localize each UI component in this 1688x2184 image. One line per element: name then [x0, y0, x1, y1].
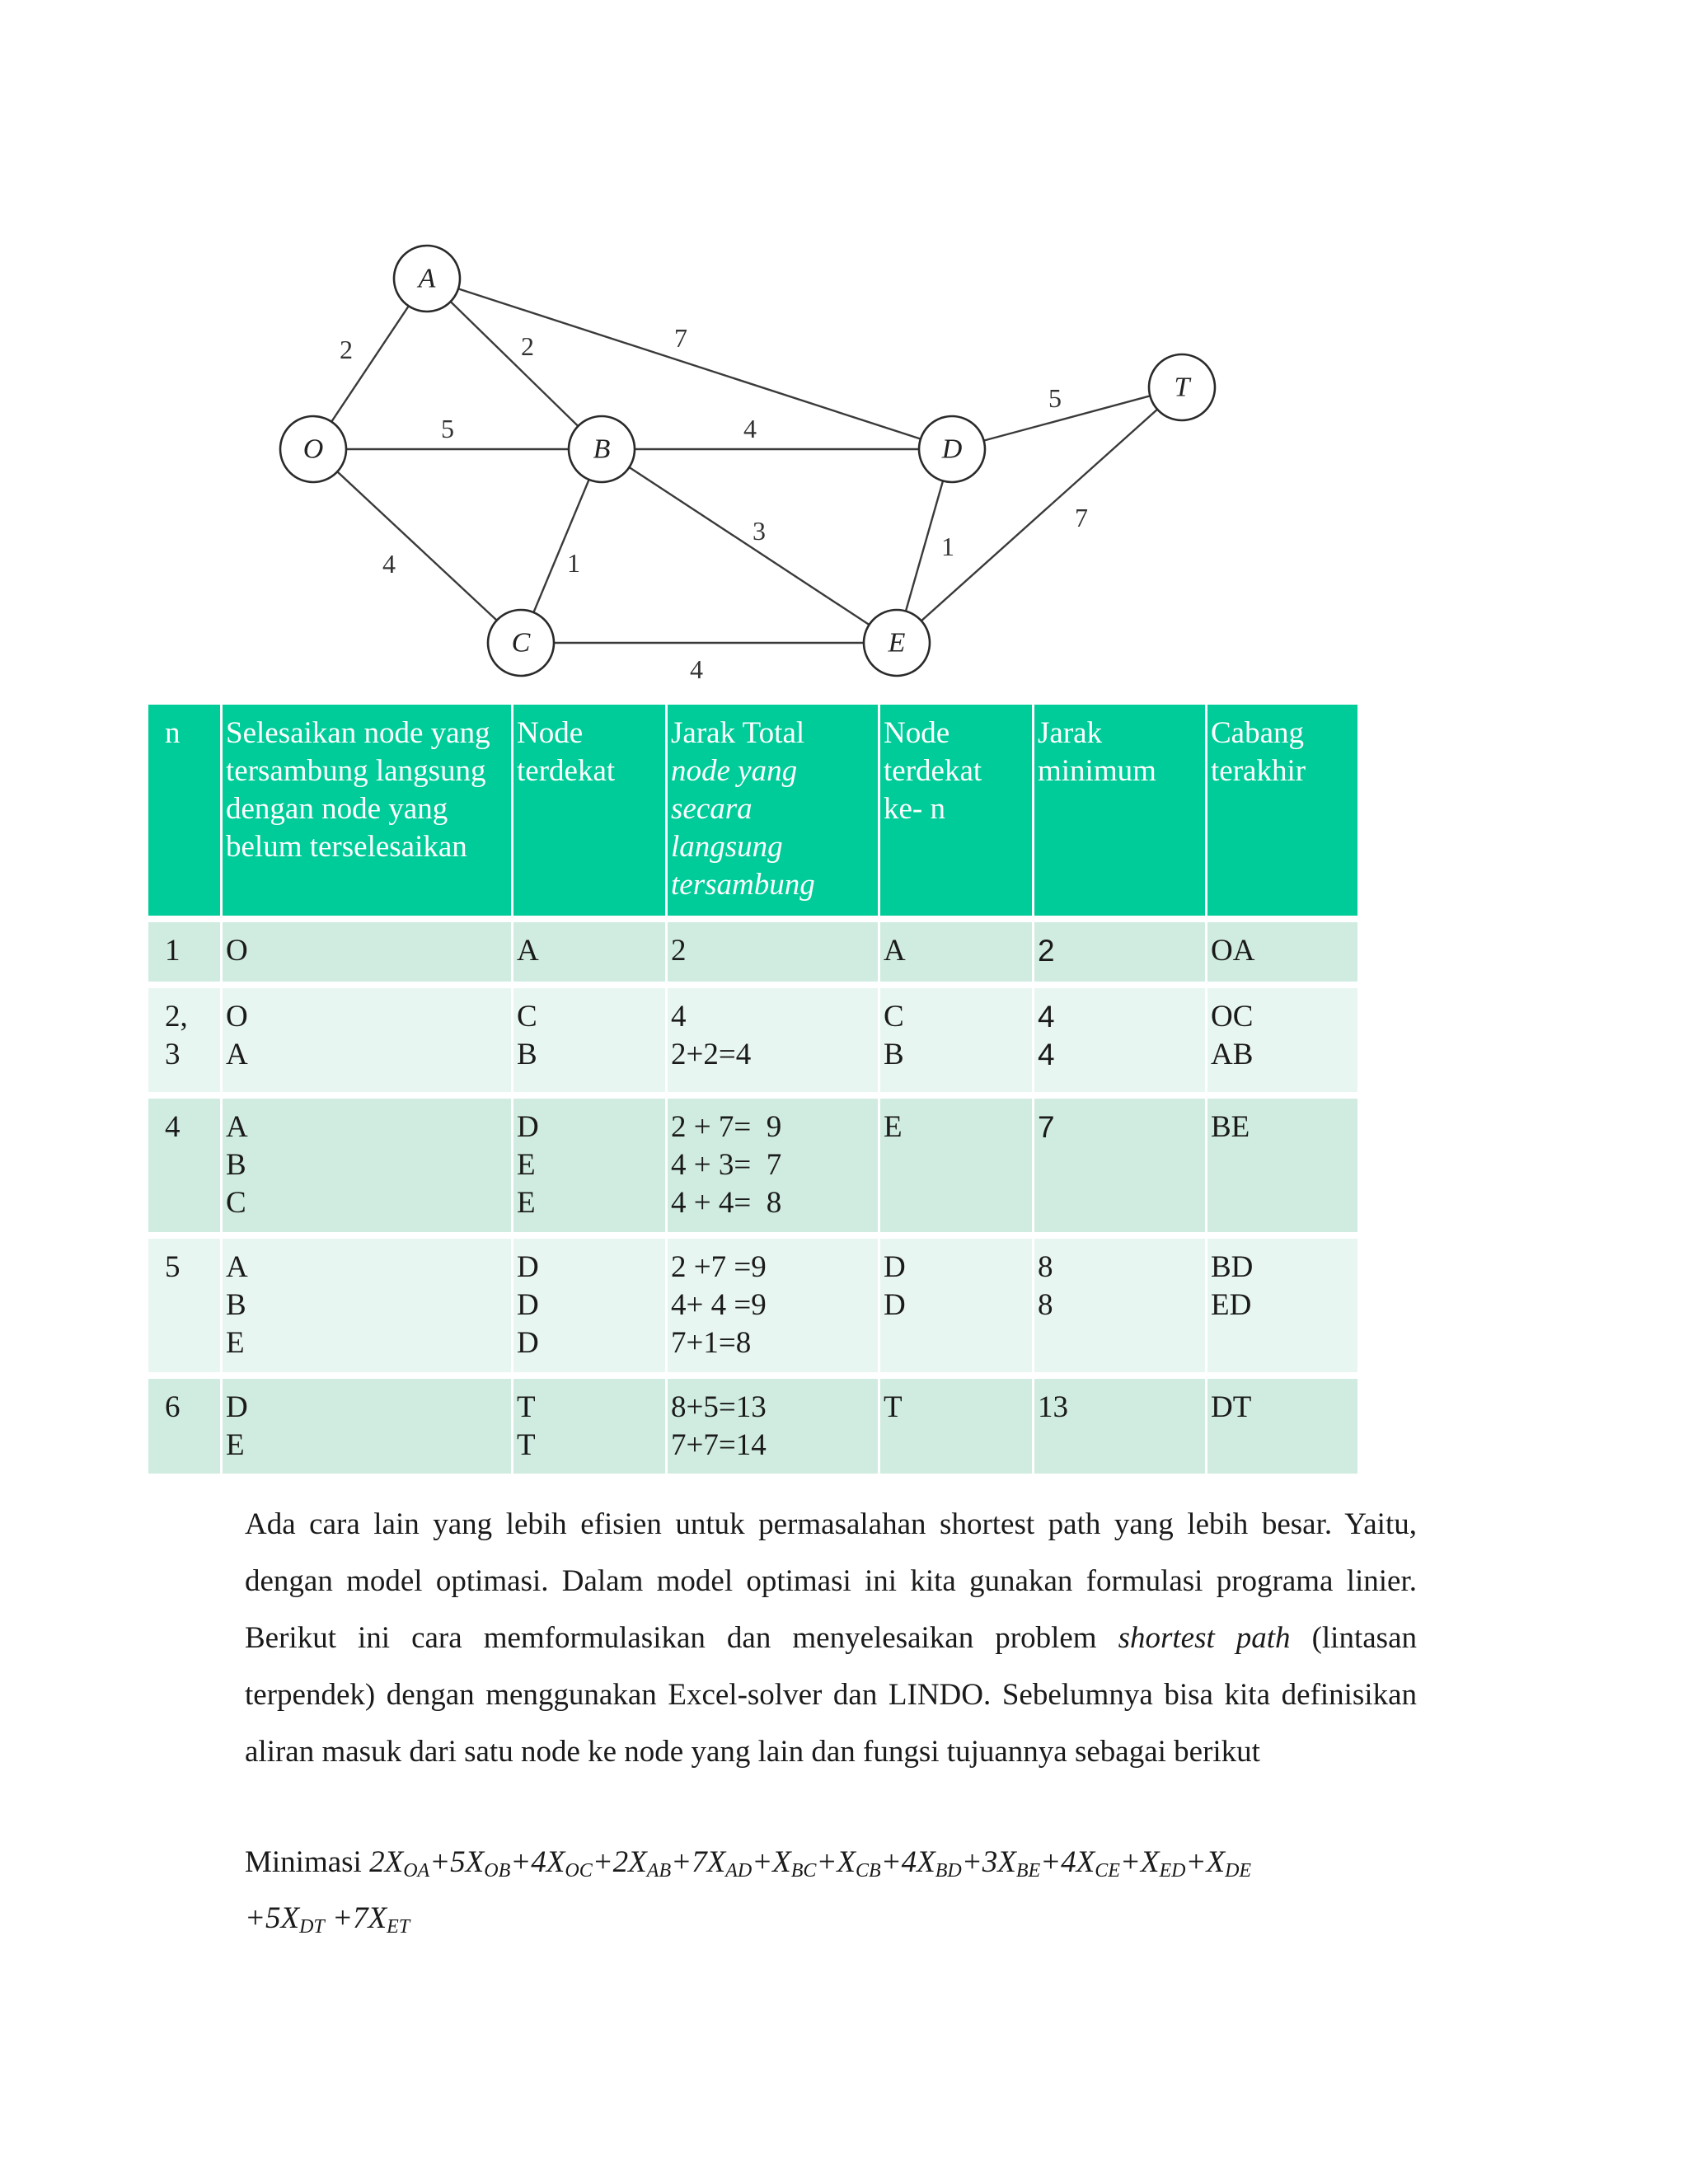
- cell-line: 8+5=13: [671, 1390, 767, 1424]
- term-subscript: BC: [790, 1860, 817, 1882]
- node-b: [569, 416, 635, 482]
- header-total-distance: [668, 705, 880, 922]
- cell-n: [148, 1379, 223, 1480]
- cell-resolved-node: [223, 1239, 513, 1379]
- edge-weight-c-e: 4: [690, 654, 703, 684]
- cell-line: B: [226, 1148, 246, 1182]
- term-variable: X: [1076, 1845, 1095, 1879]
- cell-nearest-nth: [880, 922, 1034, 988]
- header-line: tersambung langsung: [226, 754, 486, 788]
- header-line: Node: [884, 716, 950, 750]
- cell-min-distance: [1034, 988, 1207, 1099]
- cell-min-distance: [1034, 1239, 1207, 1379]
- header-min-distance: [1034, 705, 1207, 922]
- cell-line: D: [884, 1250, 906, 1284]
- cell-line: 4 + 4= 8: [671, 1186, 782, 1220]
- cell-nearest-node: [513, 1379, 668, 1480]
- header-line: minimum: [1038, 754, 1156, 788]
- paragraph-text-2: (lintasan terpendek) dengan menggunakan Excel-solver dan LINDO. Sebelumnya bisa kita definisikan aliran masuk dari satu node ke node yang lain dan fungsi tujuannya sebagai berikut: [245, 1621, 1417, 1769]
- cell-line: O: [226, 1000, 248, 1033]
- cell-line: B: [884, 1038, 904, 1071]
- term-subscript: ET: [387, 1916, 410, 1938]
- cell-line: A: [517, 934, 539, 968]
- term-subscript: OA: [403, 1860, 430, 1882]
- node-label-t: T: [1174, 372, 1190, 403]
- term-subscript: OC: [565, 1860, 593, 1882]
- cell-line: A: [226, 1038, 248, 1071]
- header-line: n: [165, 716, 181, 750]
- term-subscript: ED: [1159, 1860, 1186, 1882]
- cell-line: 2: [1038, 934, 1055, 968]
- cell-line: A: [226, 1110, 248, 1144]
- edge-a-d: [427, 279, 952, 449]
- table-header-row: [148, 705, 1360, 922]
- cell-line: ED: [1211, 1288, 1252, 1322]
- cell-n: [148, 922, 223, 988]
- paragraph-emphasis: shortest path: [1118, 1621, 1291, 1655]
- node-c: [488, 610, 554, 676]
- edge-weight-d-e: 1: [941, 532, 954, 561]
- cell-line: 8: [1038, 1250, 1053, 1284]
- cell-line: 2: [671, 934, 687, 968]
- header-line: Selesaikan node yang: [226, 716, 490, 750]
- cell-line: 4 + 3= 7: [671, 1148, 782, 1182]
- cell-line: C: [884, 1000, 904, 1033]
- cell-min-distance: [1034, 1379, 1207, 1480]
- graph-edges: [313, 279, 1182, 643]
- cell-total-distance: [668, 1379, 880, 1480]
- edge-weight-o-c: 4: [382, 549, 396, 579]
- cell-line: D: [517, 1250, 539, 1284]
- node-label-o: O: [302, 434, 324, 465]
- cell-resolved-node: [223, 922, 513, 988]
- node-o: [280, 416, 346, 482]
- header-line: Cabang: [1211, 716, 1305, 750]
- header-line: Node: [517, 716, 584, 750]
- cell-line: 6: [165, 1390, 181, 1424]
- cell-total-distance: [668, 922, 880, 988]
- cell-line: T: [517, 1390, 536, 1424]
- cell-line: BD: [1211, 1250, 1254, 1284]
- cell-n: [148, 1239, 223, 1379]
- header-line: belum terselesaikan: [226, 830, 467, 864]
- edge-weight-e-t: 7: [1075, 503, 1088, 532]
- header-line: ke- n: [884, 792, 945, 826]
- node-e: [864, 610, 930, 676]
- term-variable: X: [772, 1845, 791, 1879]
- node-label-a: A: [418, 263, 436, 294]
- edge-weight-b-c: 1: [567, 548, 580, 578]
- cell-line: 7+7=14: [671, 1428, 767, 1462]
- shortest-path-table: [148, 705, 1360, 1480]
- term-subscript: BE: [1015, 1860, 1041, 1882]
- term-subscript: AB: [646, 1860, 672, 1882]
- cell-line: AB: [1211, 1038, 1254, 1071]
- cell-line: 8: [1038, 1288, 1053, 1322]
- cell-line: E: [884, 1110, 903, 1144]
- cell-line: OA: [1211, 934, 1255, 968]
- term-coefficient: +7: [671, 1845, 707, 1879]
- term-coefficient: +: [1185, 1845, 1207, 1879]
- table-row: [148, 988, 1360, 1099]
- graph-edge-weights: [340, 323, 1088, 684]
- term-subscript: OB: [484, 1860, 511, 1882]
- term-coefficient: +: [752, 1845, 773, 1879]
- cell-line: 5: [165, 1250, 181, 1284]
- cell-nearest-node: [513, 1239, 668, 1379]
- cell-line: D: [517, 1326, 539, 1360]
- cell-line: B: [517, 1038, 537, 1071]
- cell-line: A: [884, 934, 906, 968]
- cell-line: D: [517, 1288, 539, 1322]
- cell-line: DT: [1211, 1390, 1252, 1424]
- edge-weight-o-b: 5: [441, 414, 454, 443]
- cell-min-distance: [1034, 922, 1207, 988]
- cell-line: D: [517, 1110, 539, 1144]
- header-line: Jarak Total: [671, 716, 805, 750]
- cell-line: 2 +7 =9: [671, 1250, 767, 1284]
- header-line: terdekat: [517, 754, 616, 788]
- cell-min-distance: [1034, 1099, 1207, 1239]
- term-subscript: DT: [299, 1916, 325, 1938]
- header-line: terakhir: [1211, 754, 1306, 788]
- cell-line: 2 + 7= 9: [671, 1110, 782, 1144]
- cell-line: E: [517, 1148, 536, 1182]
- header-last-branch: [1207, 705, 1360, 922]
- cell-line: A: [226, 1250, 248, 1284]
- cell-line: 4: [1038, 1000, 1055, 1033]
- cell-line: T: [517, 1428, 536, 1462]
- term-subscript: AD: [725, 1860, 753, 1882]
- objective-function-line-1: [245, 1838, 1251, 1887]
- cell-line: 7: [1038, 1110, 1055, 1144]
- term-variable: X: [917, 1845, 935, 1879]
- node-label-e: E: [888, 627, 906, 658]
- objective-label: Minimasi: [245, 1845, 362, 1879]
- header-line: langsung: [671, 830, 783, 864]
- cell-line: 2+2=4: [671, 1038, 752, 1071]
- cell-line: 7+1=8: [671, 1326, 752, 1360]
- cell-nearest-node: [513, 988, 668, 1099]
- cell-nearest-node: [513, 1099, 668, 1239]
- node-label-d: D: [941, 434, 963, 465]
- term-coefficient: +5: [429, 1845, 466, 1879]
- table-row: [148, 1379, 1360, 1480]
- cell-line: E: [226, 1326, 245, 1360]
- paragraph-text-1: Ada cara lain yang lebih efisien untuk permasalahan shortest path yang lebih besar. Yaitu, dengan model optimasi. Dalam model optimasi ini kita gunakan formulasi programa linier. Berikut ini cara memformulasikan dan menyelesaikan problem: [245, 1507, 1417, 1655]
- term-variable: X: [837, 1845, 856, 1879]
- edge-o-c: [313, 449, 521, 643]
- term-subscript: CE: [1095, 1860, 1120, 1882]
- term-coefficient: +2: [592, 1845, 629, 1879]
- cell-nearest-nth: [880, 988, 1034, 1099]
- term-coefficient: +4: [880, 1845, 917, 1879]
- cell-line: T: [884, 1390, 903, 1424]
- term-variable: X: [465, 1845, 485, 1879]
- cell-line: E: [226, 1428, 245, 1462]
- term-variable: X: [1206, 1845, 1226, 1879]
- cell-nearest-nth: [880, 1239, 1034, 1379]
- cell-line: O: [226, 934, 248, 968]
- term-coefficient: +4: [510, 1845, 546, 1879]
- cell-line: 13: [1038, 1390, 1068, 1424]
- header-nearest-node: [513, 705, 668, 922]
- term-variable: X: [706, 1845, 726, 1879]
- node-a: [394, 246, 460, 312]
- cell-line: 3: [165, 1038, 181, 1071]
- cell-last-branch: [1207, 988, 1360, 1099]
- cell-nearest-nth: [880, 1099, 1034, 1239]
- term-coefficient: +: [1119, 1845, 1141, 1879]
- table-body: [148, 922, 1360, 1480]
- cell-line: C: [226, 1186, 246, 1220]
- cell-last-branch: [1207, 922, 1360, 988]
- term-coefficient: +5: [245, 1901, 281, 1935]
- cell-resolved-node: [223, 988, 513, 1099]
- term-coefficient: +: [816, 1845, 837, 1879]
- edge-b-e: [602, 449, 897, 643]
- cell-resolved-node: [223, 1379, 513, 1480]
- edge-weight-b-d: 4: [743, 414, 757, 443]
- cell-n: [148, 1099, 223, 1239]
- term-subscript: CB: [856, 1860, 881, 1882]
- edge-weight-a-b: 2: [521, 331, 534, 361]
- table-row: [148, 1239, 1360, 1379]
- cell-nearest-node: [513, 922, 668, 988]
- cell-line: 2,: [165, 1000, 188, 1033]
- header-resolved-node: [223, 705, 513, 922]
- table-row: [148, 1099, 1360, 1239]
- cell-last-branch: [1207, 1239, 1360, 1379]
- node-d: [919, 416, 985, 482]
- term-coefficient: +7: [324, 1901, 368, 1935]
- term-coefficient: 2: [369, 1845, 385, 1879]
- cell-line: 4+ 4 =9: [671, 1288, 767, 1322]
- edge-weight-b-e: 3: [753, 516, 766, 546]
- term-coefficient: +4: [1040, 1845, 1076, 1879]
- body-paragraph: [245, 1496, 1417, 1780]
- header-line: dengan node yang: [226, 792, 448, 826]
- term-coefficient: +3: [961, 1845, 998, 1879]
- header-line: Jarak: [1038, 716, 1103, 750]
- header-line: node yang: [671, 754, 798, 788]
- cell-last-branch: [1207, 1099, 1360, 1239]
- cell-n: [148, 988, 223, 1099]
- header-line: secara: [671, 792, 753, 826]
- cell-nearest-nth: [880, 1379, 1034, 1480]
- cell-total-distance: [668, 988, 880, 1099]
- cell-line: D: [884, 1288, 906, 1322]
- network-diagram: [0, 0, 1688, 701]
- cell-last-branch: [1207, 1379, 1360, 1480]
- header-line: terdekat: [884, 754, 982, 788]
- node-label-c: C: [511, 627, 531, 658]
- table-row: [148, 922, 1360, 988]
- term-subscript: BD: [935, 1860, 962, 1882]
- cell-line: 4: [671, 1000, 687, 1033]
- header-n: [148, 705, 223, 922]
- cell-line: BE: [1211, 1110, 1250, 1144]
- header-nearest-nth: [880, 705, 1034, 922]
- term-variable: X: [628, 1845, 647, 1879]
- term-variable: X: [1140, 1845, 1160, 1879]
- cell-total-distance: [668, 1239, 880, 1379]
- cell-line: 1: [165, 934, 181, 968]
- header-line: tersambung: [671, 868, 815, 902]
- cell-line: D: [226, 1390, 248, 1424]
- term-variable: X: [546, 1845, 565, 1879]
- edge-weight-o-a: 2: [340, 335, 353, 364]
- node-t: [1149, 354, 1215, 420]
- cell-line: OC: [1211, 1000, 1254, 1033]
- cell-line: 4: [165, 1110, 181, 1144]
- objective-function-line-2: [245, 1894, 410, 1943]
- graph-nodes: [280, 246, 1215, 676]
- term-variable: X: [384, 1845, 404, 1879]
- edge-weight-a-d: 7: [674, 323, 687, 353]
- term-subscript: DE: [1225, 1860, 1252, 1882]
- cell-line: C: [517, 1000, 537, 1033]
- node-label-b: B: [593, 434, 611, 465]
- cell-line: E: [517, 1186, 536, 1220]
- edge-weight-d-t: 5: [1048, 383, 1062, 413]
- term-variable: X: [368, 1901, 387, 1935]
- term-variable: X: [280, 1901, 300, 1935]
- cell-line: B: [226, 1288, 246, 1322]
- cell-total-distance: [668, 1099, 880, 1239]
- term-variable: X: [997, 1845, 1016, 1879]
- cell-line: 4: [1038, 1038, 1055, 1071]
- cell-resolved-node: [223, 1099, 513, 1239]
